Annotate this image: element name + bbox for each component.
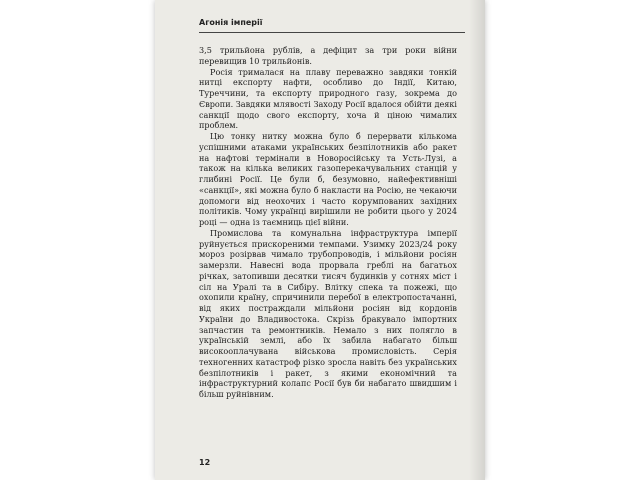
paragraph-3: Цю тонку нитку можна було б перервати кількома успішними атаками українських безпілотників або ракет на нафтові термінали в Новоросійську та Усть-Лузі, а також на кілька великих газоперекачувальних станцій у глибині Росії. Це були б, безумовно, найефективніші «санкції», які можна було б накласти на Росію, не чекаючи допомоги від неохочих і часто корумпованих західних політиків. Чому українці вирішили не робити цього у 2024 році — одна із таємниць цієї війни. [199, 131, 457, 227]
paragraph-1: 3,5 трильйона рублів, а дефіцит за три роки війни перевищив 10 трильйонів. [199, 45, 457, 66]
book-page [155, 0, 485, 480]
body-text [199, 45, 457, 400]
paragraph-2: Росія трималася на плаву переважно завдяки тонкій нитці експорту нафти, особливо до Індії, Китаю, Туреччини, та експорту природного газу, зокрема до Європи. Завдяки млявості Заходу Росії вдалося обійти деякі санкції щодо свого експорту, хоча й ціною чималих проблем. [199, 66, 457, 131]
running-header: Агонія імперії [199, 18, 263, 27]
paragraph-4: Промислова та комунальна інфраструктура імперії руйнується прискореними темпами. Узимку 2023/24 року мороз розірвав чимало трубопроводів, і мільйони росіян замерзли. Навесні вода прорвала греблі на багатьох річках, затопивши десятки тисяч будинків у сотнях міст і сіл на Уралі та в Сибіру. Влітку спека та пожежі, що охопили країну, спричинили перебої в електропостачанні, від яких постраждали мільйони росіян від кордонів України до Владивостока. Скрізь бракувало імпортних запчастин та ремонтників. Немало з них полягло в українській землі, або їх забила набагато більш високооплачувана військова промисловість. Серія техногенних катастроф різко зросла навіть без українських безпілотників і ракет, з якими економічний та інфраструктурний колапс Росії був би набагато швидшим і більш руйнівним. [199, 227, 457, 399]
page-number: 12 [199, 458, 211, 467]
page-gutter-shadow [469, 0, 485, 480]
header-rule [199, 32, 465, 33]
